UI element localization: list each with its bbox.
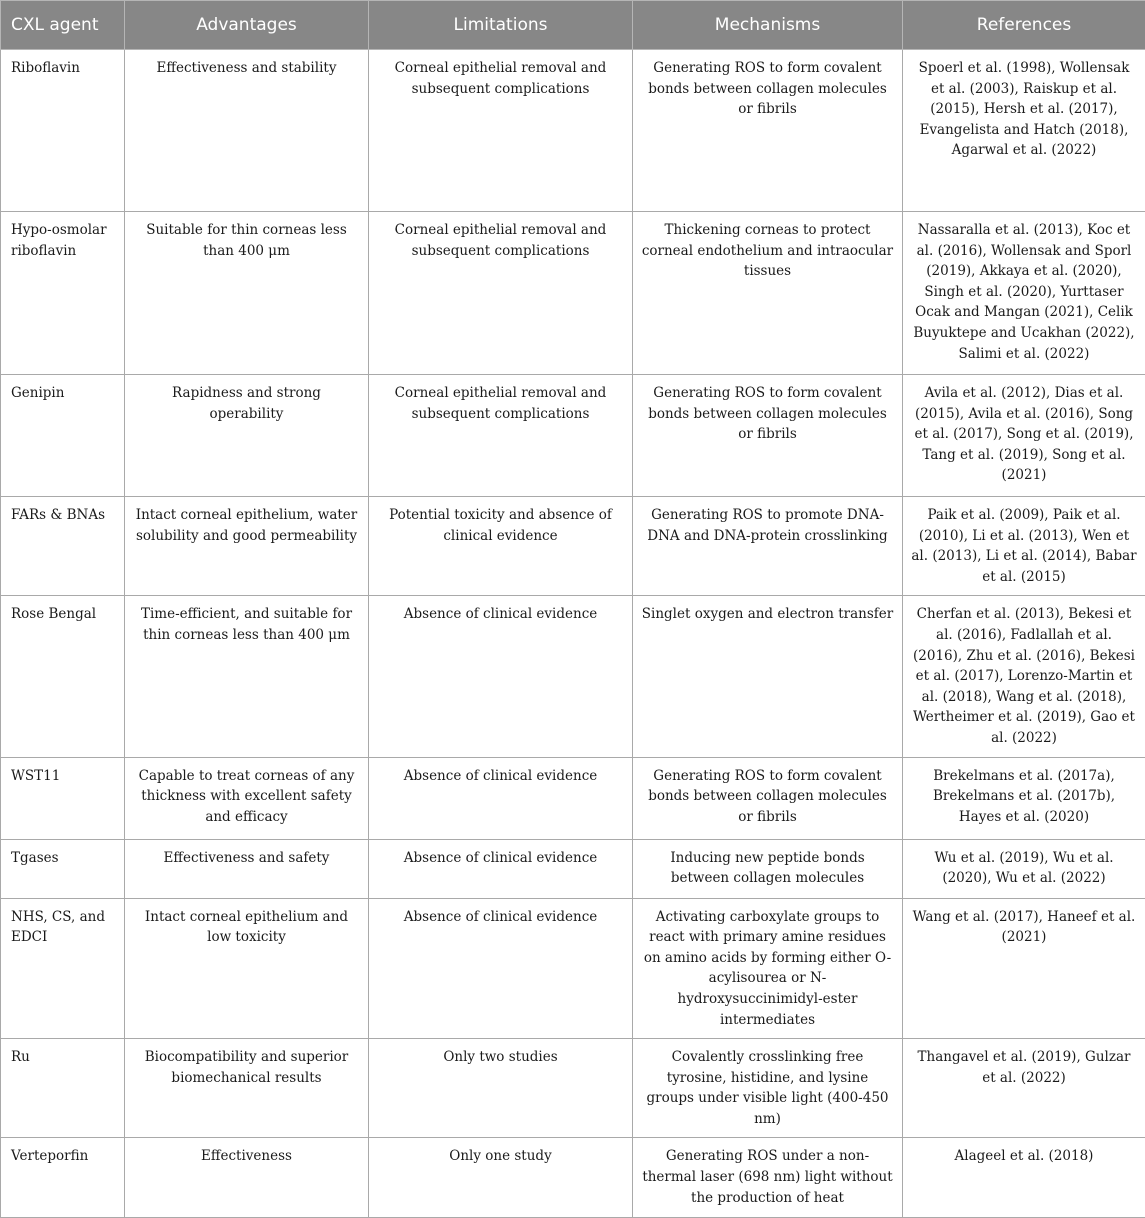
cell-mechanisms: Singlet oxygen and electron transfer (633, 596, 903, 757)
header-row (1, 1, 1145, 50)
cell-agent: Rose Bengal (1, 596, 125, 757)
cell-limitations: Absence of clinical evidence (369, 596, 633, 757)
table-row (1, 1138, 1145, 1218)
cell-agent: Tgases (1, 839, 125, 898)
cell-advantages: Intact corneal epithelium, water solubility and good permeability (125, 497, 369, 596)
table-row (1, 375, 1145, 497)
cell-mechanisms: Inducing new peptide bonds between collagen molecules (633, 839, 903, 898)
cell-agent: NHS, CS, and EDCI (1, 898, 125, 1039)
cell-advantages: Effectiveness and safety (125, 839, 369, 898)
cell-mechanisms: Activating carboxylate groups to react with primary amine residues on amino acids by forming either O-acylisourea or N-hydroxysuccinimidyl-ester intermediates (633, 898, 903, 1039)
header-advantages: Advantages (125, 1, 369, 50)
cell-agent: Genipin (1, 375, 125, 497)
cell-references: Spoerl et al. (1998), Wollensak et al. (2003), Raiskup et al. (2015), Hersh et al. (2017), Evangelista and Hatch (2018), Agarwal et al. (2022) (903, 50, 1145, 212)
cell-agent: Hypo-osmolar riboflavin (1, 212, 125, 375)
header-references: References (903, 1, 1145, 50)
cell-advantages: Biocompatibility and superior biomechanical results (125, 1039, 369, 1138)
cell-limitations: Absence of clinical evidence (369, 839, 633, 898)
header-mechanisms: Mechanisms (633, 1, 903, 50)
cell-agent: WST11 (1, 757, 125, 839)
cell-limitations: Potential toxicity and absence of clinical evidence (369, 497, 633, 596)
cell-limitations: Only one study (369, 1138, 633, 1218)
table-row (1, 898, 1145, 1039)
cell-references: Avila et al. (2012), Dias et al. (2015), Avila et al. (2016), Song et al. (2017), Song et al. (2019), Tang et al. (2019), Song et al. (2021) (903, 375, 1145, 497)
cell-agent: Riboflavin (1, 50, 125, 212)
cell-references: Wu et al. (2019), Wu et al. (2020), Wu et al. (2022) (903, 839, 1145, 898)
cell-references: Alageel et al. (2018) (903, 1138, 1145, 1218)
cell-mechanisms: Covalently crosslinking free tyrosine, histidine, and lysine groups under visible light (400-450 nm) (633, 1039, 903, 1138)
table-row (1, 1039, 1145, 1138)
cell-limitations: Absence of clinical evidence (369, 757, 633, 839)
cell-mechanisms: Generating ROS to promote DNA-DNA and DNA-protein crosslinking (633, 497, 903, 596)
cell-references: Thangavel et al. (2019), Gulzar et al. (2022) (903, 1039, 1145, 1138)
table-row (1, 212, 1145, 375)
cell-advantages: Effectiveness (125, 1138, 369, 1218)
cell-advantages: Suitable for thin corneas less than 400 μm (125, 212, 369, 375)
table-row (1, 497, 1145, 596)
cell-advantages: Intact corneal epithelium and low toxicity (125, 898, 369, 1039)
table-row (1, 50, 1145, 212)
cell-limitations: Corneal epithelial removal and subsequent complications (369, 375, 633, 497)
cell-references: Nassaralla et al. (2013), Koc et al. (2016), Wollensak and Sporl (2019), Akkaya et al. (2020), Singh et al. (2020), Yurttaser Ocak and Mangan (2021), Celik Buyuktepe and Ucakhan (2022), Salimi et al. (2022) (903, 212, 1145, 375)
cell-limitations: Absence of clinical evidence (369, 898, 633, 1039)
cell-mechanisms: Generating ROS to form covalent bonds between collagen molecules or fibrils (633, 757, 903, 839)
header-cxl-agent: CXL agent (1, 1, 125, 50)
cell-advantages: Time-efficient, and suitable for thin corneas less than 400 μm (125, 596, 369, 757)
cell-agent: FARs & BNAs (1, 497, 125, 596)
cell-mechanisms: Generating ROS to form covalent bonds between collagen molecules or fibrils (633, 50, 903, 212)
table-body (1, 50, 1145, 1218)
table-header (1, 1, 1145, 50)
table-row (1, 757, 1145, 839)
cell-limitations: Corneal epithelial removal and subsequent complications (369, 212, 633, 375)
cell-references: Wang et al. (2017), Haneef et al. (2021) (903, 898, 1145, 1039)
cell-mechanisms: Generating ROS to form covalent bonds between collagen molecules or fibrils (633, 375, 903, 497)
cell-advantages: Effectiveness and stability (125, 50, 369, 212)
table-row (1, 596, 1145, 757)
cell-limitations: Corneal epithelial removal and subsequent complications (369, 50, 633, 212)
cell-agent: Verteporfin (1, 1138, 125, 1218)
cell-advantages: Capable to treat corneas of any thickness with excellent safety and efficacy (125, 757, 369, 839)
header-limitations: Limitations (369, 1, 633, 50)
table-row (1, 839, 1145, 898)
cell-references: Paik et al. (2009), Paik et al. (2010), Li et al. (2013), Wen et al. (2013), Li et al. (2014), Babar et al. (2015) (903, 497, 1145, 596)
cell-agent: Ru (1, 1039, 125, 1138)
cell-advantages: Rapidness and strong operability (125, 375, 369, 497)
cell-mechanisms: Generating ROS under a non-thermal laser (698 nm) light without the production of heat (633, 1138, 903, 1218)
cell-references: Cherfan et al. (2013), Bekesi et al. (2016), Fadlallah et al. (2016), Zhu et al. (2016), Bekesi et al. (2017), Lorenzo-Martin et al. (2018), Wang et al. (2018), Wertheimer et al. (2019), Gao et al. (2022) (903, 596, 1145, 757)
cell-mechanisms: Thickening corneas to protect corneal endothelium and intraocular tissues (633, 212, 903, 375)
cell-limitations: Only two studies (369, 1039, 633, 1138)
cell-references: Brekelmans et al. (2017a), Brekelmans et al. (2017b), Hayes et al. (2020) (903, 757, 1145, 839)
